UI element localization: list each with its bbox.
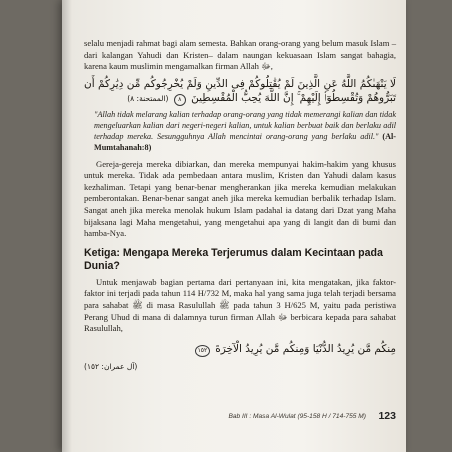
verse-1-translation-ref: (Al-Mumtahanah:8) xyxy=(94,132,396,153)
page-gutter-shadow xyxy=(62,0,72,452)
page-footer xyxy=(84,410,396,424)
verse-1-text: لَا يَنْهَىٰكُمُ اللَّهُ عَنِ الَّذِينَ لَمْ يُقَٰتِلُوكُمْ فِى الدِّينِ وَلَمْ يُخْرِجُوكُم مِّن دِيَٰرِكُمْ أَن تَبَرُّوهُمْ وَتُقْسِطُوٓا۟ إِلَيْهِمْ ۚ إِنَّ اللَّهَ يُحِبُّ الْمُقْسِطِينَ xyxy=(84,77,396,104)
verse-1-translation xyxy=(94,109,396,154)
verse-2-reference: (آل عمران: ١٥٢) xyxy=(84,361,138,371)
page-content xyxy=(84,38,396,374)
paragraph-3: Untuk menjawab bagian pertama dari pertanyaan ini, kita mengatakan, jika faktor-faktor ini terjadi pada tahun 114 H/732 M, maka hal yang sama juga telah terjadi bersama para sahabat ﷺ di masa Rasulullah ﷺ pada tahun 3 H/625 M, yaitu pada peristiwa Perang Uhud di mana di dalamnya turun firman Allah ﷻ berbicara kepada para sahabat Rasulullah, xyxy=(84,276,397,334)
page-number: 123 xyxy=(378,410,396,422)
book-page xyxy=(62,0,406,452)
quran-verse-ali-imran xyxy=(84,342,396,374)
paragraph-2: Gereja-gereja mereka dibiarkan, dan mereka mempunyai hakim-hakim yang khusus untuk mereka. Tidak ada pembedaan antara muslim, Kristen dan Yahudi dalam kasus kezhaliman. Tetapi yang benar-benar mengherankan jika mereka kemudian melakukan pemberontakan. Benar-benar sangat aneh jika mereka kemudian berbalik terhadap Islam. Sangat aneh jika mereka menolak hukum Islam padahal ia datang dari Dzat yang Maha bijaksana lagi Maha mengetahui, yang mengetahui apa yang di langit dan di bumi dan hamba-Nya. xyxy=(84,158,396,239)
verse-2-text: مِنكُم مَّن يُرِيدُ الدُّنْيَا وَمِنكُم مَّن يُرِيدُ الْآخِرَةَ xyxy=(215,342,396,355)
paragraph-1: selalu menjadi rahmat bagi alam semesta. Bahkan orang-orang yang belum masuk Islam –dari kalangan Yahudi dan Kristen– dalam naungan kekuasaan Islam sangat bahagia, karena kaum muslimin mengamalkan firman Allah ﷻ, xyxy=(84,38,396,72)
ayah-number-marker: ١٥٢ xyxy=(195,345,210,357)
ayah-number-marker: ٨ xyxy=(174,94,186,106)
running-head: Bab III : Masa Al-Wulat (95-158 H / 714-755 M) xyxy=(228,413,366,420)
quran-verse-al-mumtahanah xyxy=(84,77,396,106)
verse-1-translation-text: "Allah tidak melarang kalian terhadap orang-orang yang tidak memerangi kalian dan tidak mengeluarkan kalian dari negeri-negeri kalian, untuk kalian berbuat baik dan berlaku adil terhadap mereka. Sesungguhnya Allah mencintai orang-orang yang berlaku adil." xyxy=(94,109,396,142)
verse-1-reference: (الممتحنة: ٨) xyxy=(127,93,169,103)
section-heading: Ketiga: Mengapa Mereka Terjerumus dalam Kecintaan pada Dunia? xyxy=(84,246,383,272)
